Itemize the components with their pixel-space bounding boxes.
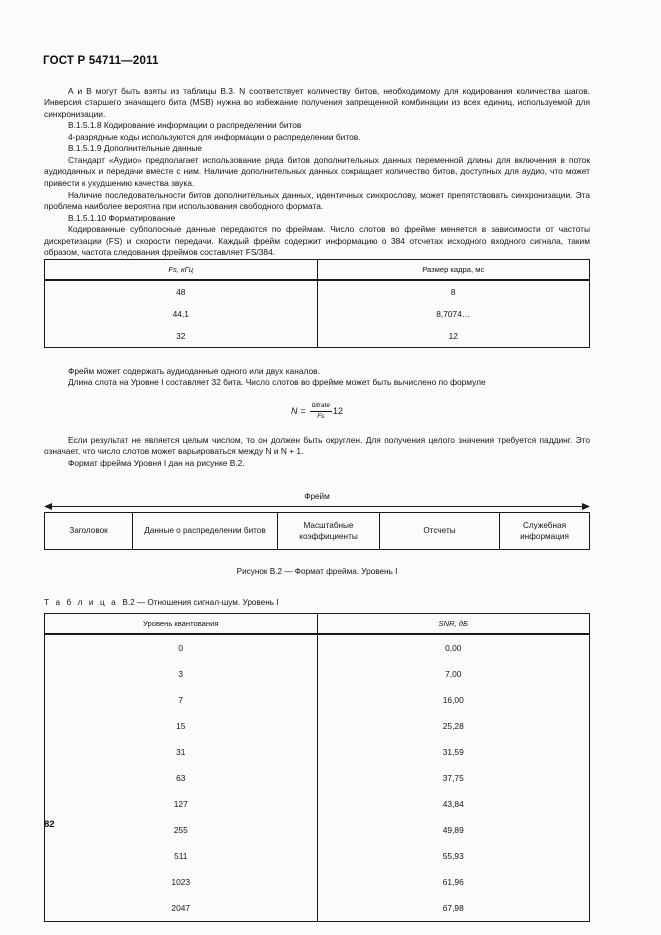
table-row	[45, 661, 590, 687]
formula-fraction	[310, 402, 332, 421]
section-b1518-heading: В.1.5.1.8 Кодирование информации о распределении битов	[68, 120, 302, 131]
cell-quantization-level: 255	[45, 817, 318, 843]
table-header-row	[45, 259, 590, 280]
frame-span-arrow	[44, 502, 590, 511]
col-header-snr	[317, 613, 590, 634]
cell-snr: 67,98	[317, 895, 590, 922]
frame-cell-samples: Отсчеты	[380, 512, 500, 549]
formula-numerator: bitrate	[310, 402, 332, 412]
table-row	[45, 791, 590, 817]
table-row	[45, 280, 590, 303]
body-column	[44, 86, 590, 922]
figure-caption: Рисунок В.2 — Формат фрейма. Уровень I	[236, 566, 398, 576]
table-row	[45, 817, 590, 843]
page-content	[43, 55, 621, 922]
cell-fs: 32	[45, 325, 318, 348]
table-row	[45, 869, 590, 895]
table-row	[45, 634, 590, 661]
cell-snr: 16,00	[317, 687, 590, 713]
formula-equals: =	[300, 405, 306, 416]
frame-cell-ancillary-data: Служебная информация	[500, 512, 590, 549]
snr-table-caption-prefix: Т а б л и ц а	[44, 597, 118, 607]
table-row	[45, 325, 590, 348]
section-b1518-text: 4-разрядные коды используются для информации о распределении битов.	[68, 131, 361, 142]
paragraph-1	[44, 86, 590, 121]
paragraph-3: Наличие последовательности битов дополнительных данных, идентичных синхрослову, может препятствовать синхронизации. Эта проблема наиболее вероятна при использования свободного формата.	[44, 189, 590, 212]
paragraph-7: Если результат не является целым числом, то он должен быть округлен. Для получения целого значения требуется паддинг. Это означает, что число слотов может варьироваться между N и N + 1.	[44, 434, 590, 457]
table-row	[45, 739, 590, 765]
cell-snr: 49,89	[317, 817, 590, 843]
frame-cell-scale-factors: Масштабные коэффициенты	[278, 512, 380, 549]
table-row	[45, 843, 590, 869]
cell-quantization-level: 127	[45, 791, 318, 817]
frame-cells-row	[45, 512, 590, 549]
cell-quantization-level: 3	[45, 661, 318, 687]
cell-quantization-level: 7	[45, 687, 318, 713]
formula-denominator: Fs	[317, 412, 325, 420]
frame-span-label: Фрейм	[304, 491, 330, 501]
paragraph-1-text: А и В могут быть взяты из таблицы В.3. N соответствует количеству битов, необходимому для кодирования количества шагов. Инверсия старшего значащего бита (MSB) нужна во избежание получения запрещенной комбинации из всех единиц, используемой для синхронизации.	[44, 85, 590, 119]
table-row	[45, 303, 590, 325]
paragraph-4: Кодированные субполосные данные передаются по фреймам. Число слотов во фрейме меняется в зависимости от частоты дискретизации (FS) и скорости передачи. Каждый фрейм содержит информацию о 384 отсчетах исходного входного сигнала, таким образом, частота следования фреймов составляет FS/384.	[44, 224, 590, 258]
formula-multiplier: 12	[333, 405, 344, 416]
cell-fs: 44,1	[45, 303, 318, 325]
paragraph-8: Формат фрейма Уровня I дан на рисунке В.2.	[68, 458, 245, 469]
cell-snr: 61,96	[317, 869, 590, 895]
snr-table-caption	[44, 598, 590, 607]
cell-snr: 0,00	[317, 634, 590, 661]
col-header-snr-label: SNR, дБ	[438, 618, 468, 628]
frame-format-figure	[44, 492, 590, 576]
double-arrow-icon	[44, 502, 590, 511]
table-header-row	[45, 613, 590, 634]
cell-quantization-level: 2047	[45, 895, 318, 922]
snr-table-caption-rest: В.2 — Отношения сигнал-шум. Уровень I	[122, 597, 279, 607]
cell-quantization-level: 31	[45, 739, 318, 765]
table-row	[45, 687, 590, 713]
paragraph-6-text: Длина слота на Уровне I составляет 32 бита. Число слотов во фрейме может быть вычислено по формуле	[68, 377, 486, 388]
cell-framesize: 8,7074…	[317, 303, 590, 325]
frame-structure-table	[44, 512, 590, 550]
cell-snr: 25,28	[317, 713, 590, 739]
slot-count-formula	[44, 402, 590, 421]
cell-quantization-level: 63	[45, 765, 318, 791]
cell-snr: 37,75	[317, 765, 590, 791]
table-row	[45, 765, 590, 791]
frame-cell-bit-allocation: Данные о распределении битов	[133, 512, 278, 549]
cell-snr: 7,00	[317, 661, 590, 687]
cell-snr: 43,84	[317, 791, 590, 817]
cell-quantization-level: 511	[45, 843, 318, 869]
cell-framesize: 12	[317, 325, 590, 348]
cell-quantization-level: 0	[45, 634, 318, 661]
paragraph-6	[44, 377, 590, 389]
page-number: 82	[44, 819, 55, 830]
standard-header: ГОСТ Р 54711—2011	[43, 55, 159, 67]
frame-size-table	[44, 259, 590, 348]
cell-framesize: 8	[317, 280, 590, 303]
snr-table	[44, 613, 590, 922]
col-header-fs-label: Fs, кГц	[168, 264, 194, 274]
paragraph-2: Стандарт «Аудио» предполагает использование ряда битов дополнительных данных переменной длины для включения в поток аудиоданных и передачи вместе с ним. Наличие дополнительных данных сокращает количество битов, доступных для аудио, что может привести к ухудшению качества звука.	[44, 154, 590, 189]
paragraph-5-text: Фрейм может содержать аудиоданные одного или двух каналов.	[68, 365, 320, 376]
formula-lhs: N	[290, 405, 298, 416]
cell-snr: 55,93	[317, 843, 590, 869]
table-row	[45, 895, 590, 922]
table-row	[45, 713, 590, 739]
col-header-fs	[45, 259, 318, 280]
section-b15110-heading: В.1.5.1.10 Форматирование	[68, 212, 176, 223]
cell-fs: 48	[45, 280, 318, 303]
col-header-quantization-level: Уровень квантования	[45, 613, 318, 634]
cell-quantization-level: 1023	[45, 869, 318, 895]
paragraph-5	[44, 366, 590, 378]
col-header-framesize: Размер кадра, мс	[317, 259, 590, 280]
section-b1519-heading: В.1.5.1.9 Дополнительные данные	[68, 143, 202, 154]
cell-snr: 31,59	[317, 739, 590, 765]
frame-cell-header: Заголовок	[45, 512, 133, 549]
cell-quantization-level: 15	[45, 713, 318, 739]
